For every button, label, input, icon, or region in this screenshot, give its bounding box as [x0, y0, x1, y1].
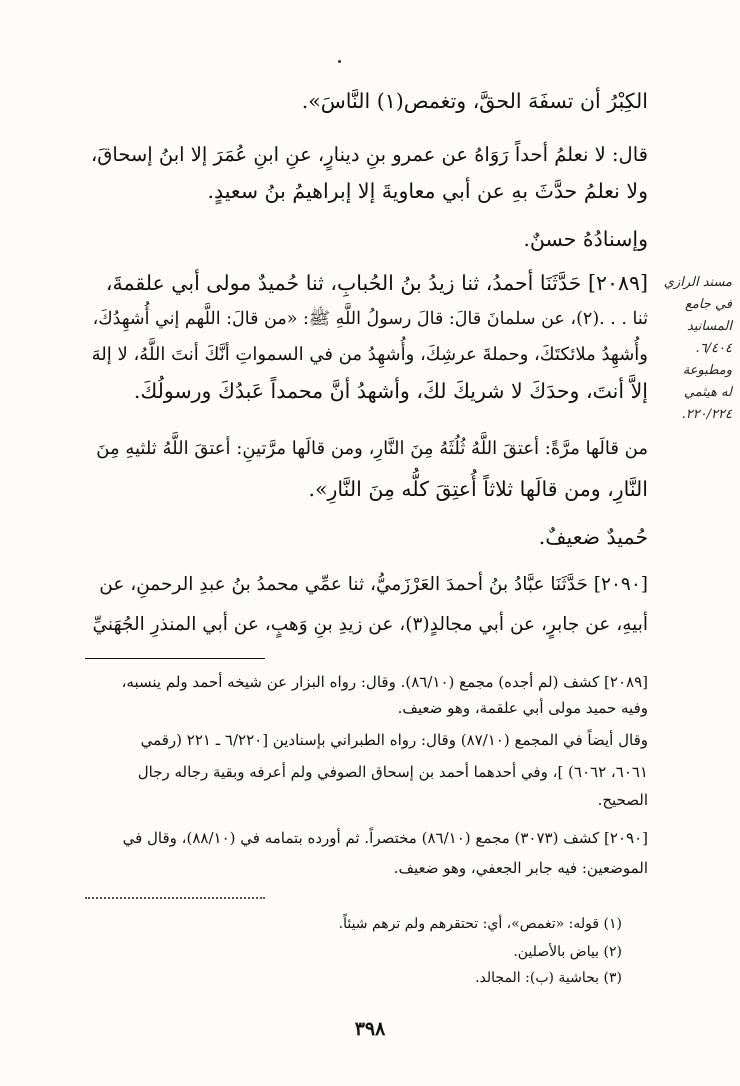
- body-line: حُميدٌ ضعيفٌ.: [538, 525, 648, 549]
- body-line: ولا نعلمُ حدَّثَ بهِ عن أبي معاويةَ إلا إبراهيمُ بنُ سعيدٍ.: [207, 179, 648, 203]
- notes-separator: [85, 658, 265, 659]
- note-line: الموضعين: فيه جابر الجعفي، وهو ضعيف.: [393, 859, 648, 877]
- note-line: الصحيح.: [597, 791, 648, 809]
- body-line: إلاَّ أنتَ، وحدَكَ لا شريكَ لكَ، وأشهدُ أنَّ محمداً عَبدُكَ ورسولُكَ.: [133, 379, 648, 403]
- margin-note-line: ومطبوعة: [682, 363, 732, 378]
- body-line: وأُشهِدُ ملائكتَكَ، وحملةَ عرشِكَ، وأُشهِدُ من في السمواتِ أنَّكَ أنتَ اللَّهُ، لا إلهَ: [91, 344, 648, 365]
- margin-note-line: له هيثمي: [683, 385, 732, 400]
- note-line: [٢٠٨٩] كشف (لم أجده) مجمع (٨٦/١٠). وقال: رواه البزار عن شيخه أحمد ولم ينسبه،: [121, 673, 648, 691]
- footnote: (٢) بياض بالأصلين.: [513, 944, 622, 960]
- footnote: (١) قوله: «تغمص»، أي: تحتقرهم ولم ترهم شيئاً.: [338, 916, 622, 932]
- body-line: وإسنادُهُ حسنٌ.: [523, 227, 648, 251]
- body-line: النَّارِ، ومن قالَها ثلاثاً أُعتِقَ كلُّه مِنَ النَّارِ».: [308, 477, 648, 501]
- hadith-2090-line: [٢٠٩٠] حَدَّثَنَا عبَّادُ بنُ أحمدَ العَرْزَميُّ، ثنا عمِّي محمدُ بنُ عبدِ الرحمنِ، عن: [99, 574, 648, 595]
- body-line: من قالَها مرَّةً: أعتقَ اللَّهُ ثُلُثَهُ مِنَ النَّارِ، ومن قالَها مرَّتينِ: أعتقَ اللَّهُ ثلثيهِ مِنَ: [96, 438, 648, 459]
- margin-note-line: ٦/٤٠٤.: [695, 341, 732, 356]
- note-line: وقال أيضاً في المجمع (٨٧/١٠) وقال: رواه الطبراني بإسنادين [٦/٢٢٠ ـ ٢٢١ (رقمي: [140, 731, 648, 749]
- note-line: ٦٠٦١، ٦٠٦٢) ]، وفي أحدهما أحمد بن إسحاق الصوفي ولم أعرفه وبقية رجاله رجال: [137, 763, 648, 781]
- body-line: قال: لا نعلمُ أحداً رَوَاهُ عن عمرو بنِ دينارٍ، عنِ ابنِ عُمَرَ إلا ابنُ إسحاقَ،: [90, 143, 648, 166]
- page-number: ٣٩٨: [354, 1018, 386, 1040]
- note-line: وفيه حميد مولى أبي علقمة، وهو ضعيف.: [397, 699, 648, 717]
- footnotes-separator: [85, 897, 265, 899]
- margin-note-line: في جامع: [684, 297, 732, 312]
- body-line: الكِبْرُ أن تسفَهَ الحقَّ، وتغمص(١) النَّاسَ».: [301, 89, 648, 113]
- margin-note-line: ٢٢٠/٢٢٤.: [681, 407, 732, 422]
- hadith-2089-line: [٢٠٨٩] حَدَّثَنَا أحمدُ، ثنا زيدُ بنُ الحُبابِ، ثنا حُميدٌ مولى أبي علقمةَ،: [105, 271, 648, 295]
- body-line: ثنا . . .(٢)، عن سلمانَ قالَ: قالَ رسولُ اللَّهِ ﷺ: «من قالَ: اللَّهم إني أُشهِدُكَ،: [92, 309, 648, 329]
- margin-note-line: مسند الرازي: [663, 275, 732, 290]
- ink-dot: [338, 60, 341, 63]
- handwritten-margin-note: [654, 272, 732, 426]
- margin-note-line: المسانيد: [686, 319, 732, 334]
- body-line: أبيهِ، عن جابرٍ، عن أبي مجالدٍ(٣)، عن زيدِ بنِ وَهبٍ، عن أبي المنذرِ الجُهَنيِّ: [92, 614, 648, 635]
- footnote: (٣) بحاشية (ب): المجالد.: [475, 970, 622, 986]
- note-line: [٢٠٩٠] كشف (٣٠٧٣) مجمع (٨٦/١٠) مختصراً. ثم أورده بتمامه في (٨٨/١٠)، وقال في: [122, 829, 648, 847]
